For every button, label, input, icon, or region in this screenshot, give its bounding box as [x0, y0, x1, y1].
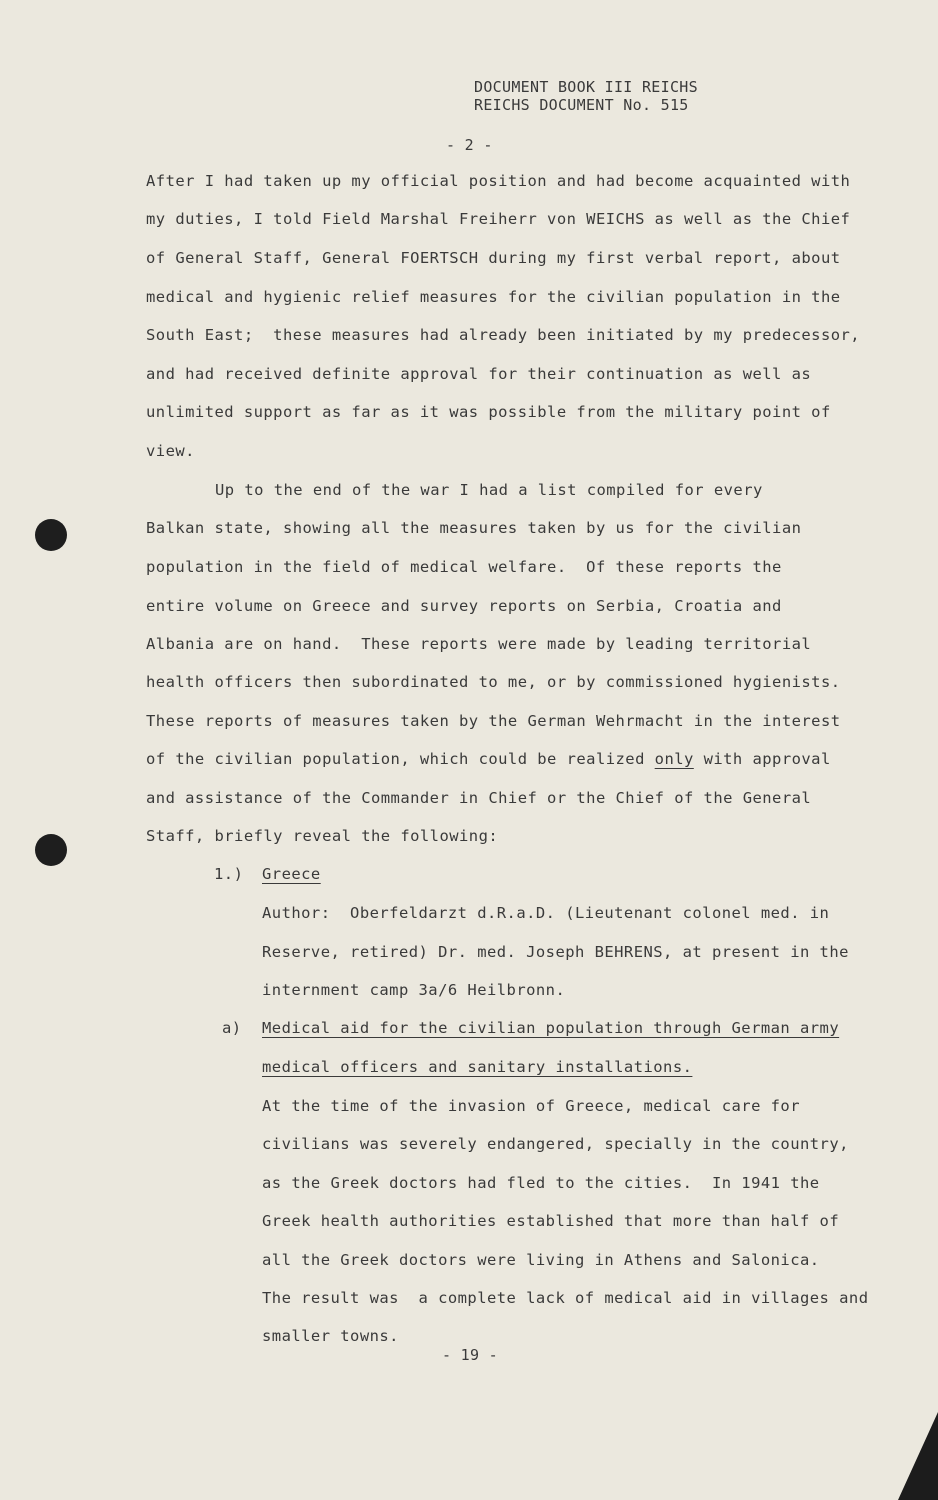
subsection-title: Medical aid for the civilian population through German army — [262, 1019, 840, 1037]
text-line: and had received definite approval for their continuation as well as — [146, 365, 812, 383]
subsection-title: medical officers and sanitary installations. — [262, 1058, 693, 1076]
text-line: unlimited support as far as it was possible from the military point of — [146, 403, 831, 421]
text-line: population in the field of medical welfare. Of these reports the — [146, 558, 782, 576]
author-line: Author: Oberfeldarzt d.R.a.D. (Lieutenant colonel med. in — [262, 904, 830, 922]
text-line: The result was a complete lack of medical aid in villages and — [262, 1289, 869, 1307]
subsection-label: a) — [222, 1019, 242, 1037]
text-line: South East; these measures had already been initiated by my predecessor, — [146, 326, 861, 344]
text-line: These reports of measures taken by the German Wehrmacht in the interest — [146, 712, 841, 730]
author-line: internment camp 3a/6 Heilbronn. — [262, 981, 566, 999]
page-number-bottom: - 19 - — [442, 1346, 498, 1364]
text-line: my duties, I told Field Marshal Freiherr von WEICHS as well as the Chief — [146, 210, 851, 228]
text-line: view. — [146, 442, 195, 460]
text-line: of General Staff, General FOERTSCH during my first verbal report, about — [146, 249, 841, 267]
section-title: Greece — [262, 865, 321, 883]
text-line: After I had taken up my official position and had become acquainted with — [146, 172, 851, 190]
text-line: Albania are on hand. These reports were made by leading territorial — [146, 635, 812, 653]
text-line: civilians was severely endangered, specially in the country, — [262, 1135, 849, 1153]
emphasis-only: only — [654, 750, 694, 768]
text-line: all the Greek doctors were living in Athens and Salonica. — [262, 1251, 820, 1269]
text-line: Balkan state, showing all the measures taken by us for the civilian — [146, 519, 802, 537]
document-book-header: DOCUMENT BOOK III REICHS — [474, 78, 698, 96]
text-segment: with approval — [693, 750, 831, 768]
text-line: Up to the end of the war I had a list compiled for every — [215, 481, 763, 499]
document-number-header: REICHS DOCUMENT No. 515 — [474, 96, 689, 114]
text-line: Staff, briefly reveal the following: — [146, 827, 499, 845]
text-line: entire volume on Greece and survey reports on Serbia, Croatia and — [146, 597, 782, 615]
text-line: and assistance of the Commander in Chief or the Chief of the General — [146, 789, 812, 807]
page-corner-shadow — [898, 1412, 938, 1500]
text-segment: of the civilian population, which could be realized — [146, 750, 655, 768]
text-line: as the Greek doctors had fled to the cities. In 1941 the — [262, 1174, 820, 1192]
author-line: Reserve, retired) Dr. med. Joseph BEHRENS, at present in the — [262, 943, 849, 961]
punch-hole — [35, 519, 67, 551]
text-line: smaller towns. — [262, 1327, 399, 1345]
text-line: medical and hygienic relief measures for the civilian population in the — [146, 288, 841, 306]
punch-hole — [35, 834, 67, 866]
text-line — [146, 750, 831, 768]
text-line: At the time of the invasion of Greece, medical care for — [262, 1097, 800, 1115]
page-number-top: - 2 - — [446, 136, 493, 154]
text-line: Greek health authorities established that more than half of — [262, 1212, 840, 1230]
section-number: 1.) — [214, 865, 244, 883]
text-line: health officers then subordinated to me, or by commissioned hygienists. — [146, 673, 841, 691]
